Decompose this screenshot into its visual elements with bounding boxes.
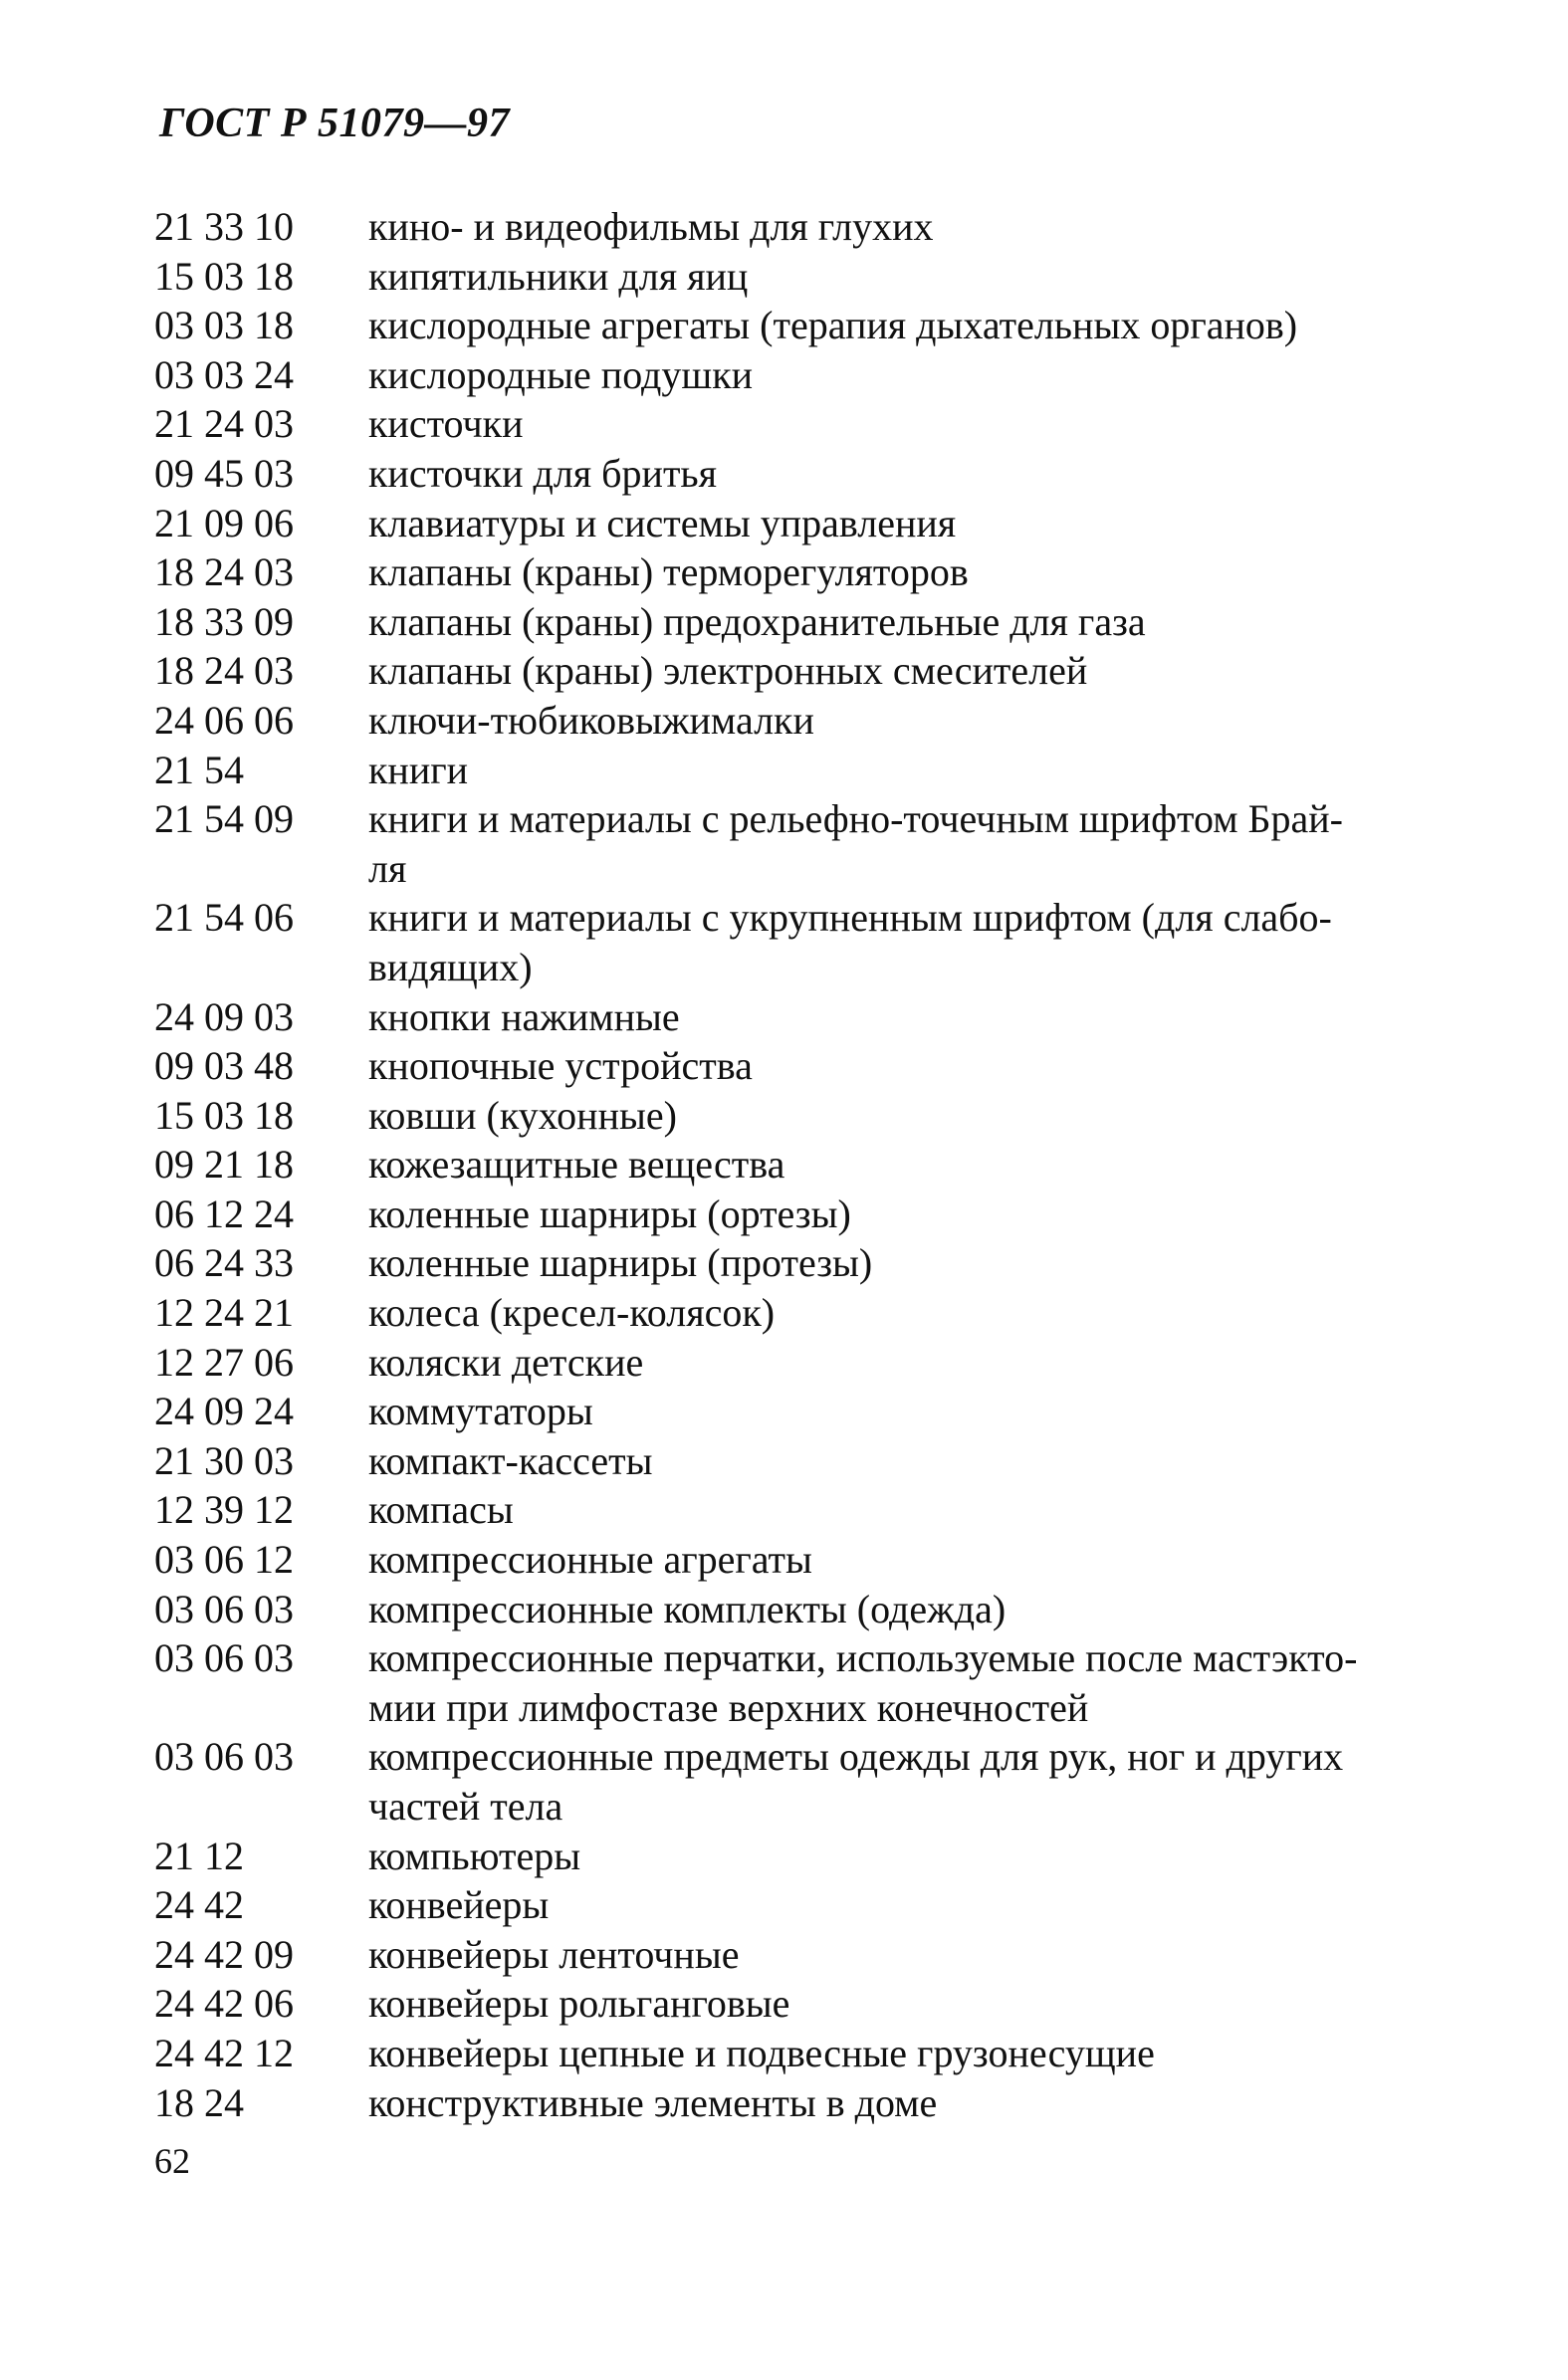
index-entry <box>154 1832 1548 1881</box>
entry-code: 21 54 09 <box>154 796 294 842</box>
entry-term: конвейеры <box>368 1882 550 1928</box>
entry-code: 24 42 06 <box>154 1981 294 2027</box>
index-entry <box>154 1387 1548 1436</box>
entry-term: колеса (кресел-колясок) <box>368 1290 776 1336</box>
index-entry <box>154 1041 1548 1091</box>
index-entry <box>154 399 1548 449</box>
entry-term: конвейеры ленточные <box>368 1931 740 1977</box>
entry-code: 03 06 12 <box>154 1537 294 1583</box>
index-entry <box>154 449 1548 499</box>
entry-code: 03 06 03 <box>154 1734 294 1780</box>
entry-code: 24 09 24 <box>154 1389 294 1434</box>
entry-code: 06 12 24 <box>154 1190 294 1236</box>
index-entry <box>154 1485 1548 1535</box>
entry-term: конструктивные элементы в доме <box>368 2079 938 2125</box>
entry-term: ковши (кухонные) <box>368 1092 677 1138</box>
index-entry <box>154 992 1548 1042</box>
entry-term: клапаны (краны) предохранительные для газа <box>368 598 1146 644</box>
page-number: 62 <box>154 2141 190 2181</box>
index-entry <box>154 1979 1548 2029</box>
entry-code: 06 24 33 <box>154 1240 294 1286</box>
entry-code: 24 42 09 <box>154 1931 294 1977</box>
entry-term: компрессионные предметы одежды для рук, ног и других частей тела <box>368 1734 1344 1829</box>
entry-code: 21 24 03 <box>154 401 294 447</box>
entry-term: кислородные подушки <box>368 351 754 397</box>
index-entry <box>154 1140 1548 1190</box>
entry-term: клапаны (краны) электронных смесителей <box>368 648 1088 694</box>
entry-term: ключи-тюбиковыжималки <box>368 697 814 743</box>
entry-term: книги и материалы с рельефно-точечным шрифтом Брай- ля <box>368 796 1343 891</box>
index-entry <box>154 301 1548 350</box>
entry-code: 12 24 21 <box>154 1290 294 1336</box>
entry-term: компрессионные комплекты (одежда) <box>368 1586 1007 1631</box>
entry-code: 21 09 06 <box>154 500 294 545</box>
index-entry <box>154 252 1548 302</box>
entry-term: кнопочные устройства <box>368 1043 753 1089</box>
entry-term: клавиатуры и системы управления <box>368 500 957 545</box>
entry-code: 09 45 03 <box>154 450 294 496</box>
entry-code: 21 54 06 <box>154 895 294 941</box>
entry-code: 18 24 03 <box>154 648 294 694</box>
index-entry <box>154 2078 1548 2128</box>
entry-term: книги и материалы с укрупненным шрифтом (для слабо- видящих) <box>368 895 1332 989</box>
entry-term: коленные шарниры (протезы) <box>368 1240 873 1286</box>
entry-term: кипятильники для яиц <box>368 253 749 299</box>
entry-code: 21 30 03 <box>154 1437 294 1483</box>
entry-term: кислородные агрегаты (терапия дыхательных органов) <box>368 303 1298 348</box>
index-entry <box>154 893 1548 991</box>
entry-code: 09 21 18 <box>154 1142 294 1188</box>
index-entry <box>154 597 1548 647</box>
index-entry <box>154 746 1548 795</box>
index-entry <box>154 1880 1548 1930</box>
entry-term: конвейеры рольганговые <box>368 1981 790 2027</box>
entry-code: 15 03 18 <box>154 253 294 299</box>
entry-code: 18 24 <box>154 2079 244 2125</box>
entry-term: кисточки <box>368 401 524 447</box>
entry-term: кисточки для бритья <box>368 450 718 496</box>
index-entry <box>154 1535 1548 1585</box>
entry-code: 24 09 03 <box>154 993 294 1039</box>
index-entry <box>154 1288 1548 1338</box>
entry-code: 03 03 18 <box>154 303 294 348</box>
entry-term: компрессионные перчатки, используемые после мастэкто- мии при лимфостазе верхних конечностей <box>368 1635 1358 1730</box>
entry-code: 21 54 <box>154 747 244 792</box>
entry-term: коляски детские <box>368 1339 644 1385</box>
index-entry <box>154 1732 1548 1831</box>
index-entry <box>154 1436 1548 1486</box>
entry-code: 24 42 12 <box>154 2030 294 2075</box>
index-entry <box>154 1238 1548 1288</box>
index-entry <box>154 499 1548 548</box>
entry-term: конвейеры цепные и подвесные грузонесущие <box>368 2030 1155 2075</box>
entry-code: 21 33 10 <box>154 204 294 249</box>
document-header: ГОСТ Р 51079—97 <box>159 101 510 146</box>
index-entry <box>154 202 1548 252</box>
entry-code: 03 03 24 <box>154 351 294 397</box>
index-entry <box>154 1091 1548 1141</box>
index-entry <box>154 1930 1548 1980</box>
index-list <box>154 202 1548 2127</box>
entry-code: 09 03 48 <box>154 1043 294 1089</box>
entry-term: коммутаторы <box>368 1389 593 1434</box>
entry-term: кино- и видеофильмы для глухих <box>368 204 934 249</box>
index-entry <box>154 1585 1548 1634</box>
index-entry <box>154 547 1548 597</box>
entry-term: компакт-кассеты <box>368 1437 653 1483</box>
entry-term: кнопки нажимные <box>368 993 680 1039</box>
entry-term: компасы <box>368 1487 514 1533</box>
entry-code: 12 27 06 <box>154 1339 294 1385</box>
index-entry <box>154 2029 1548 2078</box>
entry-term: клапаны (краны) терморегуляторов <box>368 549 969 595</box>
entry-term: книги <box>368 747 469 792</box>
entry-code: 12 39 12 <box>154 1487 294 1533</box>
entry-term: коленные шарниры (ортезы) <box>368 1190 851 1236</box>
entry-code: 24 06 06 <box>154 697 294 743</box>
entry-code: 18 33 09 <box>154 598 294 644</box>
entry-code: 15 03 18 <box>154 1092 294 1138</box>
entry-term: компьютеры <box>368 1833 581 1878</box>
index-entry <box>154 1190 1548 1239</box>
entry-code: 21 12 <box>154 1833 244 1878</box>
entry-term: кожезащитные вещества <box>368 1142 785 1188</box>
index-entry <box>154 646 1548 696</box>
entry-code: 18 24 03 <box>154 549 294 595</box>
entry-code: 24 42 <box>154 1882 244 1928</box>
index-entry <box>154 794 1548 893</box>
index-entry <box>154 1633 1548 1732</box>
index-entry <box>154 350 1548 400</box>
index-entry <box>154 1338 1548 1388</box>
index-entry <box>154 696 1548 746</box>
entry-term: компрессионные агрегаты <box>368 1537 812 1583</box>
entry-code: 03 06 03 <box>154 1635 294 1681</box>
entry-code: 03 06 03 <box>154 1586 294 1631</box>
